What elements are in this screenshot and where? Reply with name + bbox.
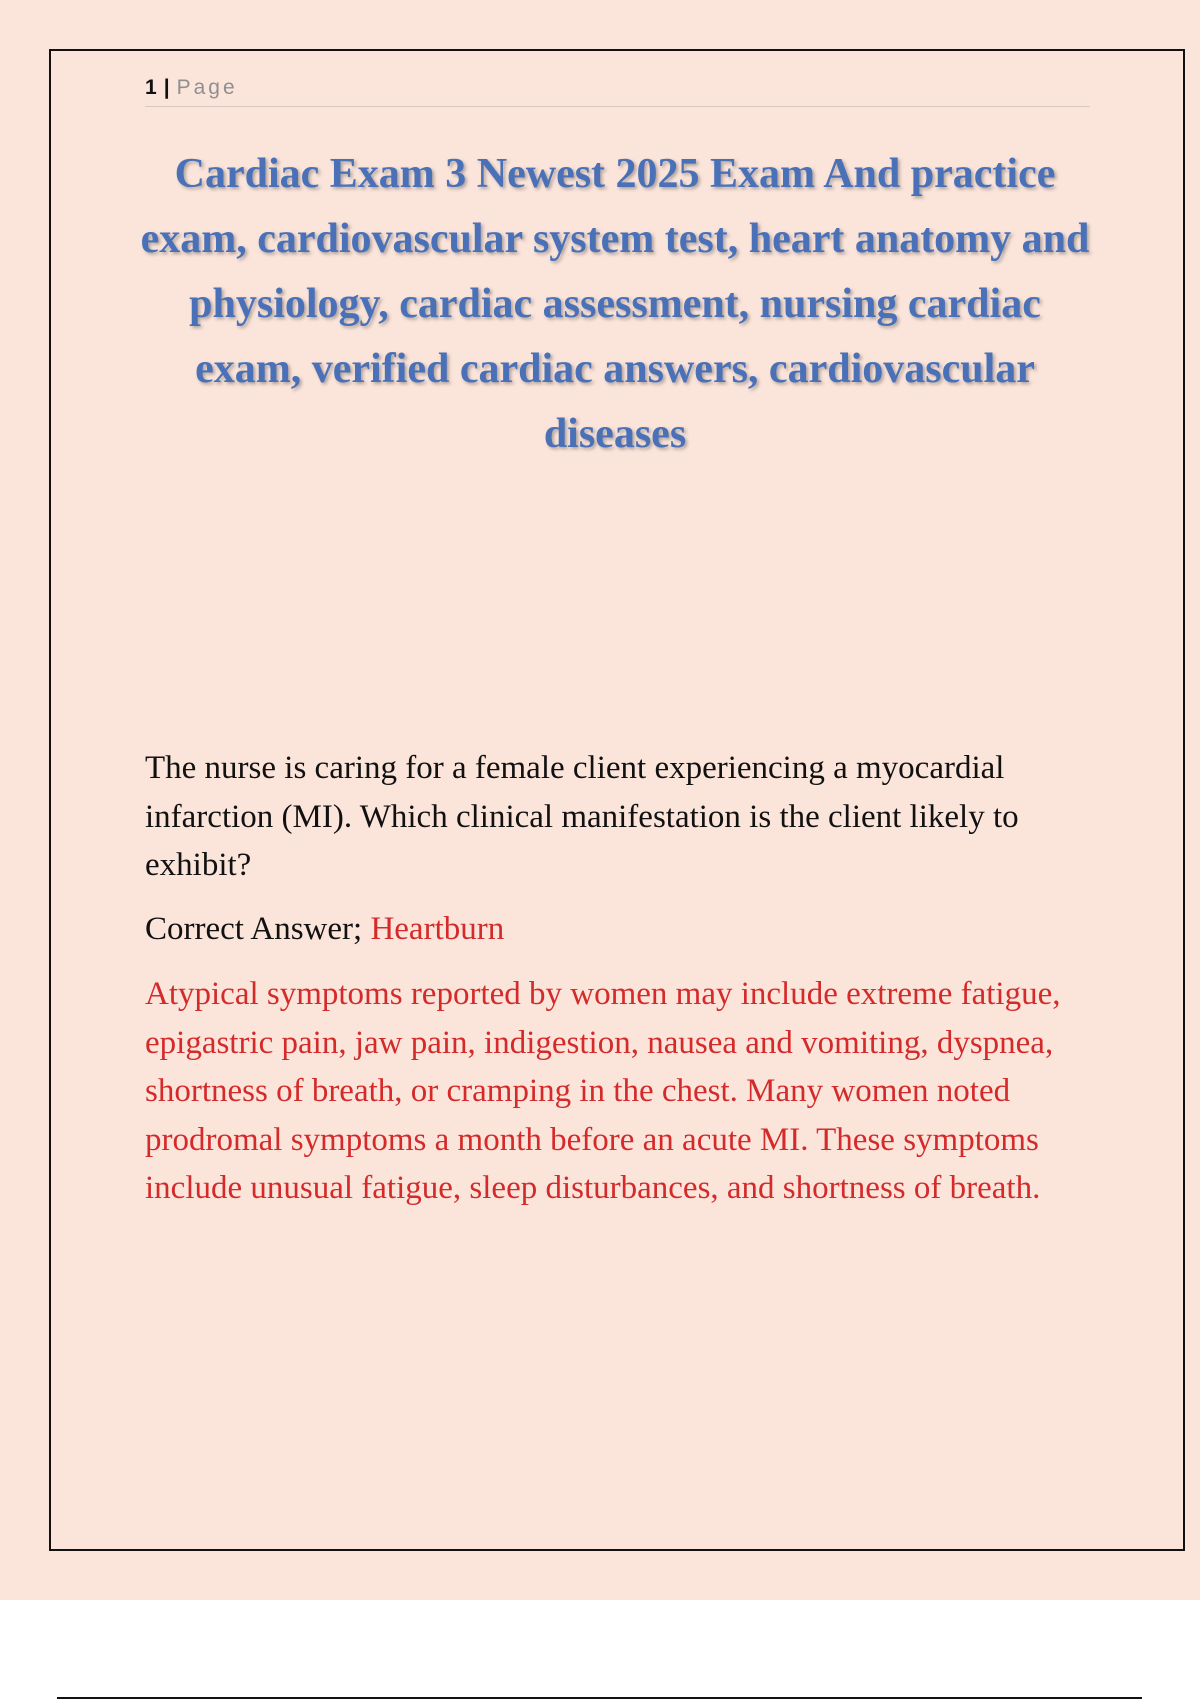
question-text: The nurse is caring for a female client experiencing a myocardial infarction (MI). Which clinical manifestation is the client likely to exhibit? bbox=[145, 750, 1019, 883]
footer-rule bbox=[57, 1697, 1142, 1699]
page-header bbox=[145, 74, 1090, 107]
answer-rationale: Atypical symptoms reported by women may include extreme fatigue, epigastric pain, jaw pain, indigestion, nausea and vomiting, dyspnea, shortness of breath, or cramping in the chest. Many women noted prodromal symptoms a month before an acute MI. These symptoms include unusual fatigue, sleep disturbances, and shortness of breath. bbox=[145, 976, 1061, 1206]
correct-answer-value: Heartburn bbox=[370, 911, 505, 947]
page-label: Page bbox=[176, 76, 238, 99]
document-title: Cardiac Exam 3 Newest 2025 Exam And practice exam, cardiovascular system test, heart anatomy and physiology, cardiac assessment, nursing cardiac exam, verified cardiac answers, cardiovascular diseases bbox=[140, 151, 1090, 457]
page-number: 1 bbox=[145, 76, 160, 99]
page-number-separator: | bbox=[163, 76, 173, 99]
correct-answer-line bbox=[145, 905, 1090, 954]
correct-answer-label: Correct Answer; bbox=[145, 911, 363, 947]
